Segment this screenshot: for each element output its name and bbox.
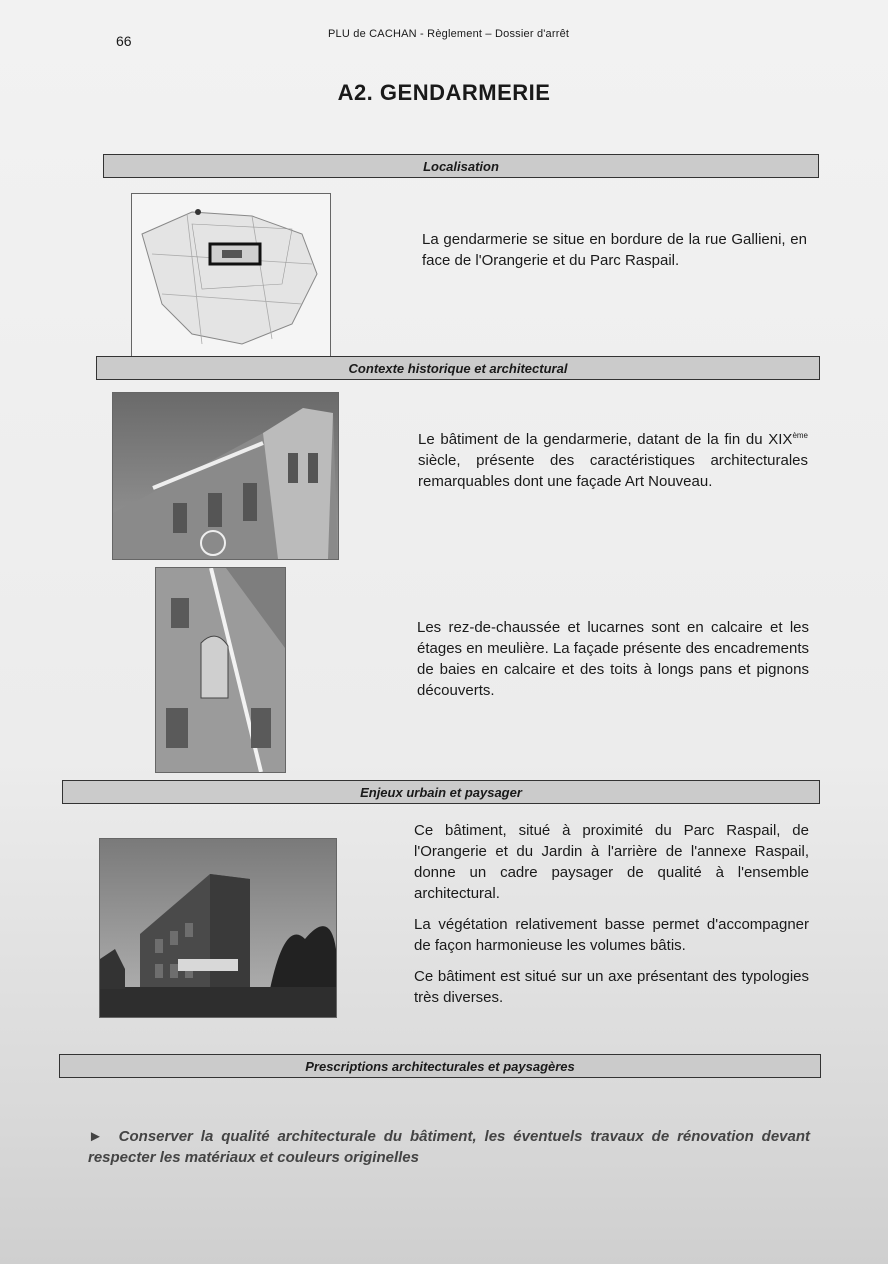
facade-photo <box>112 392 339 560</box>
paragraph: Les rez-de-chaussée et lucarnes sont en calcaire et les étages en meulière. La façade présente des encadrements de baies en calcaire et des toits à longs pans et pignons découverts. <box>417 619 809 699</box>
location-map <box>131 193 331 357</box>
section-heading-label: Prescriptions architecturales et paysagères <box>305 1058 575 1074</box>
text-run: Le bâtiment de la gendarmerie, datant de la fin du XIX <box>418 431 793 448</box>
running-header: PLU de CACHAN - Règlement – Dossier d'arrêt <box>328 28 570 40</box>
prescription-text: Conserver la qualité architecturale du bâtiment, les éventuels travaux de rénovation devant respecter les matériaux et couleurs originelles <box>88 1128 811 1166</box>
paragraph: La gendarmerie se situe en bordure de la rue Gallieni, en face de l'Orangerie et du Parc Raspail. <box>422 231 807 269</box>
section-heading-localisation <box>103 154 819 178</box>
detail-photo-image <box>156 568 285 772</box>
superscript: ème <box>792 431 808 440</box>
paragraph <box>418 425 808 492</box>
street-photo-image <box>100 839 336 1017</box>
localisation-text <box>422 229 807 281</box>
section-heading-contexte <box>96 356 820 380</box>
facade-photo-image <box>113 393 338 559</box>
page-title: A2. GENDARMERIE <box>337 80 551 105</box>
section-heading-enjeux <box>62 780 820 804</box>
section-heading-prescriptions <box>59 1054 821 1078</box>
paragraph: Ce bâtiment, situé à proximité du Parc Raspail, de l'Orangerie et du Jardin à l'arrière de l'annexe Raspail, donne un cadre paysager de qualité à l'ensemble architectural. <box>414 822 809 902</box>
section-heading-label: Localisation <box>423 158 499 174</box>
paragraph: Ce bâtiment est situé sur un axe présentant des typologies très diverses. <box>414 968 809 1006</box>
detail-photo <box>155 567 286 773</box>
contexte-text-1 <box>418 425 808 502</box>
prescription-item <box>88 1126 810 1168</box>
enjeux-text <box>414 820 809 1018</box>
map-drawing <box>132 194 330 356</box>
section-heading-label: Enjeux urbain et paysager <box>360 784 522 800</box>
section-heading-label: Contexte historique et architectural <box>348 360 568 376</box>
text-run: siècle, présente des caractéristiques architecturales remarquables dont une façade Art Nouveau. <box>418 452 808 490</box>
street-photo <box>99 838 337 1018</box>
page-number: 66 <box>116 33 132 49</box>
bullet-arrow-icon: ► <box>88 1128 119 1145</box>
contexte-text-2 <box>417 617 809 711</box>
paragraph: La végétation relativement basse permet d'accompagner de façon harmonieuse les volumes bâtis. <box>414 916 809 954</box>
